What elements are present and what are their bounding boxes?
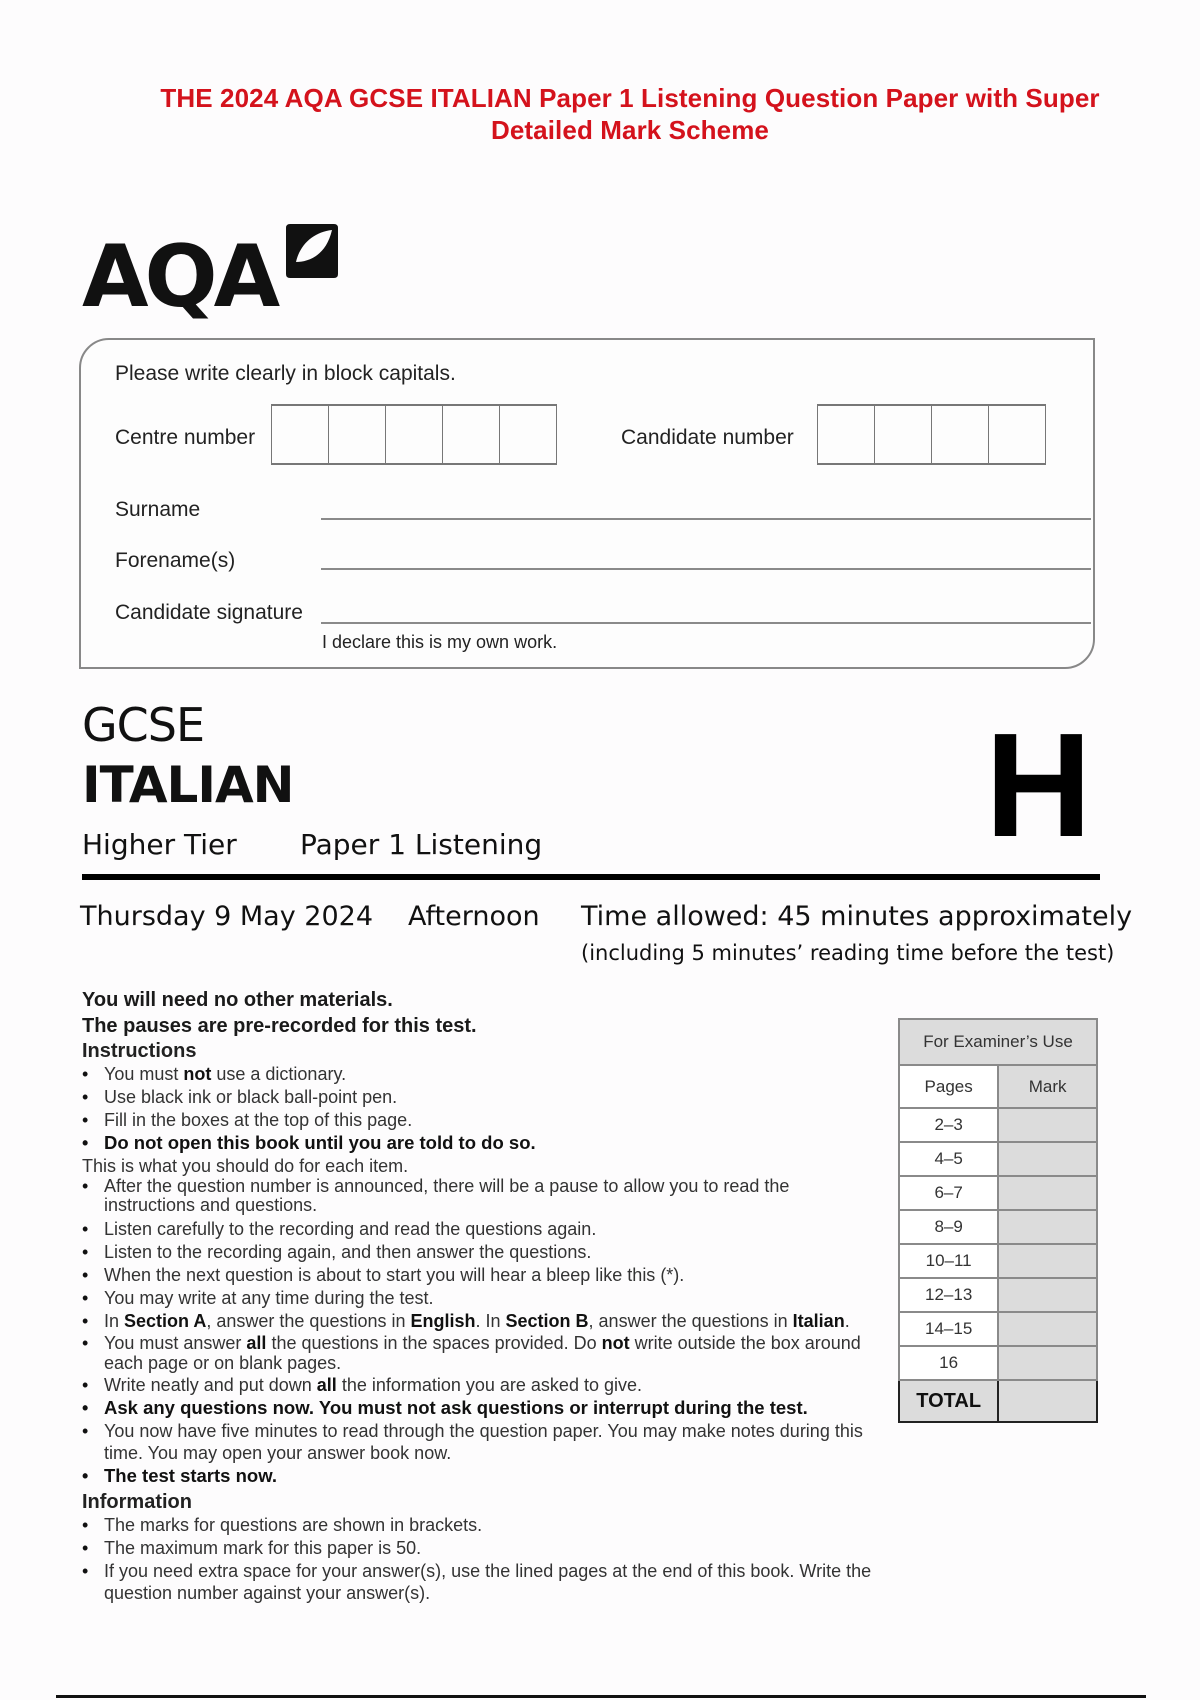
list-item: • Ask any questions now. You must not ask questions or interrupt during the test. — [82, 1397, 882, 1419]
instructions-section — [82, 987, 882, 1605]
per-item-intro: This is what you should do for each item. — [82, 1156, 409, 1176]
list-item: • The test starts now. — [82, 1465, 882, 1487]
forenames-field[interactable] — [321, 568, 1091, 570]
title-divider — [82, 874, 1100, 880]
table-row — [899, 1210, 1097, 1244]
qualification-title: GCSE — [82, 698, 205, 752]
mark-cell — [998, 1176, 1097, 1210]
pages-cell: 2–3 — [899, 1108, 998, 1142]
list-item: • Listen to the recording again, and then answer the questions. — [82, 1241, 882, 1263]
examiner-use-table — [898, 1018, 1098, 1423]
centre-number-digit-box[interactable] — [272, 406, 329, 463]
promo-title — [100, 82, 1160, 146]
mark-cell — [998, 1142, 1097, 1176]
candidate-number-digit-box[interactable] — [989, 406, 1046, 463]
table-row — [899, 1278, 1097, 1312]
pages-cell: 6–7 — [899, 1176, 998, 1210]
list-item: • You must answer all the questions in the spaces provided. Do not write outside the box around each page or on blank pages. — [82, 1333, 882, 1373]
promo-title-line-1: THE 2024 AQA GCSE ITALIAN Paper 1 Listening Question Paper with Super — [160, 83, 1100, 113]
list-item: • If you need extra space for your answer(s), use the lined pages at the end of this book. Write the question number against your answer(s). — [82, 1560, 882, 1604]
list-item: • Use black ink or black ball-point pen. — [82, 1086, 882, 1108]
total-row — [899, 1380, 1097, 1422]
list-item: • The marks for questions are shown in brackets. — [82, 1514, 882, 1536]
pages-cell: 14–15 — [899, 1312, 998, 1346]
time-allowed: Time allowed: 45 minutes approximately — [581, 901, 1133, 932]
list-item: • You must not use a dictionary. — [82, 1063, 882, 1085]
exam-session: Afternoon — [408, 901, 540, 932]
list-item: • The maximum mark for this paper is 50. — [82, 1537, 882, 1559]
candidate-number-digit-box[interactable] — [818, 406, 875, 463]
per-item-instructions-list — [82, 1177, 882, 1487]
mark-cell — [998, 1278, 1097, 1312]
list-item: • In Section A, answer the questions in English. In Section B, answer the questions in Italian. — [82, 1310, 882, 1332]
list-item: • When the next question is about to start you will hear a bleep like this (*). — [82, 1264, 882, 1286]
candidate-number-label: Candidate number — [621, 426, 794, 449]
centre-number-digit-box[interactable] — [443, 406, 500, 463]
surname-label: Surname — [115, 498, 201, 521]
mark-cell — [998, 1210, 1097, 1244]
forenames-label: Forename(s) — [115, 549, 236, 572]
page-bottom-rule — [56, 1695, 1146, 1698]
mark-cell — [998, 1346, 1097, 1380]
examiner-table-title: For Examiner’s Use — [899, 1019, 1097, 1065]
list-item: • Write neatly and put down all the information you are asked to give. — [82, 1374, 882, 1396]
total-mark-cell — [998, 1380, 1097, 1422]
total-label: TOTAL — [899, 1380, 998, 1422]
instructions-heading: Instructions — [82, 1040, 197, 1062]
pages-cell: 12–13 — [899, 1278, 998, 1312]
list-item: • After the question number is announced, there will be a pause to allow you to read the instructions and questions. — [82, 1177, 882, 1217]
table-row — [899, 1244, 1097, 1278]
pages-cell: 4–5 — [899, 1142, 998, 1176]
pages-cell: 8–9 — [899, 1210, 998, 1244]
pages-cell: 16 — [899, 1346, 998, 1380]
surname-field[interactable] — [321, 518, 1091, 520]
mark-cell — [998, 1312, 1097, 1346]
time-allowed-note: (including 5 minutes’ reading time before the test) — [581, 941, 1115, 965]
candidate-signature-field[interactable] — [321, 622, 1091, 624]
general-instructions-list — [82, 1063, 882, 1154]
tier-letter: H — [985, 703, 1092, 868]
aqa-logo — [82, 222, 342, 327]
table-row — [899, 1312, 1097, 1346]
list-item: • You may write at any time during the test. — [82, 1287, 882, 1309]
centre-number-digit-box[interactable] — [329, 406, 386, 463]
mark-cell — [998, 1244, 1097, 1278]
aqa-logo-text: AQA — [82, 227, 277, 327]
block-capitals-instruction: Please write clearly in block capitals. — [115, 362, 456, 385]
subject-title: ITALIAN — [82, 756, 294, 814]
centre-number-label: Centre number — [115, 426, 256, 449]
pauses-note: The pauses are pre-recorded for this test. — [82, 1015, 477, 1037]
centre-number-digit-box[interactable] — [386, 406, 443, 463]
exam-date: Thursday 9 May 2024 — [80, 901, 374, 932]
list-item: • Listen carefully to the recording and read the questions again. — [82, 1218, 882, 1240]
table-row — [899, 1176, 1097, 1210]
table-row — [899, 1108, 1097, 1142]
table-row — [899, 1142, 1097, 1176]
tier-label: Higher Tier — [82, 828, 237, 861]
candidate-number-field[interactable] — [817, 404, 1046, 465]
paper-name: Paper 1 Listening — [300, 828, 543, 861]
mark-cell — [998, 1108, 1097, 1142]
information-heading: Information — [82, 1491, 192, 1513]
list-item: • You now have five minutes to read through the question paper. You may make notes during this time. You may open your answer book now. — [82, 1420, 882, 1464]
table-row — [899, 1346, 1097, 1380]
list-item: • Do not open this book until you are told to do so. — [82, 1132, 882, 1154]
information-list — [82, 1514, 882, 1604]
mark-column-header: Mark — [998, 1065, 1097, 1108]
centre-number-digit-box[interactable] — [500, 406, 557, 463]
candidate-number-digit-box[interactable] — [932, 406, 989, 463]
promo-title-line-2: Detailed Mark Scheme — [490, 115, 769, 145]
aqa-leaf-mark-icon — [284, 222, 340, 280]
list-item: • Fill in the boxes at the top of this page. — [82, 1109, 882, 1131]
pages-column-header: Pages — [899, 1065, 998, 1108]
centre-number-field[interactable] — [271, 404, 557, 465]
declaration-text: I declare this is my own work. — [322, 632, 558, 652]
candidate-number-digit-box[interactable] — [875, 406, 932, 463]
materials-note: You will need no other materials. — [82, 989, 393, 1011]
candidate-signature-label: Candidate signature — [115, 601, 303, 624]
pages-cell: 10–11 — [899, 1244, 998, 1278]
candidate-details-box — [79, 338, 1095, 669]
